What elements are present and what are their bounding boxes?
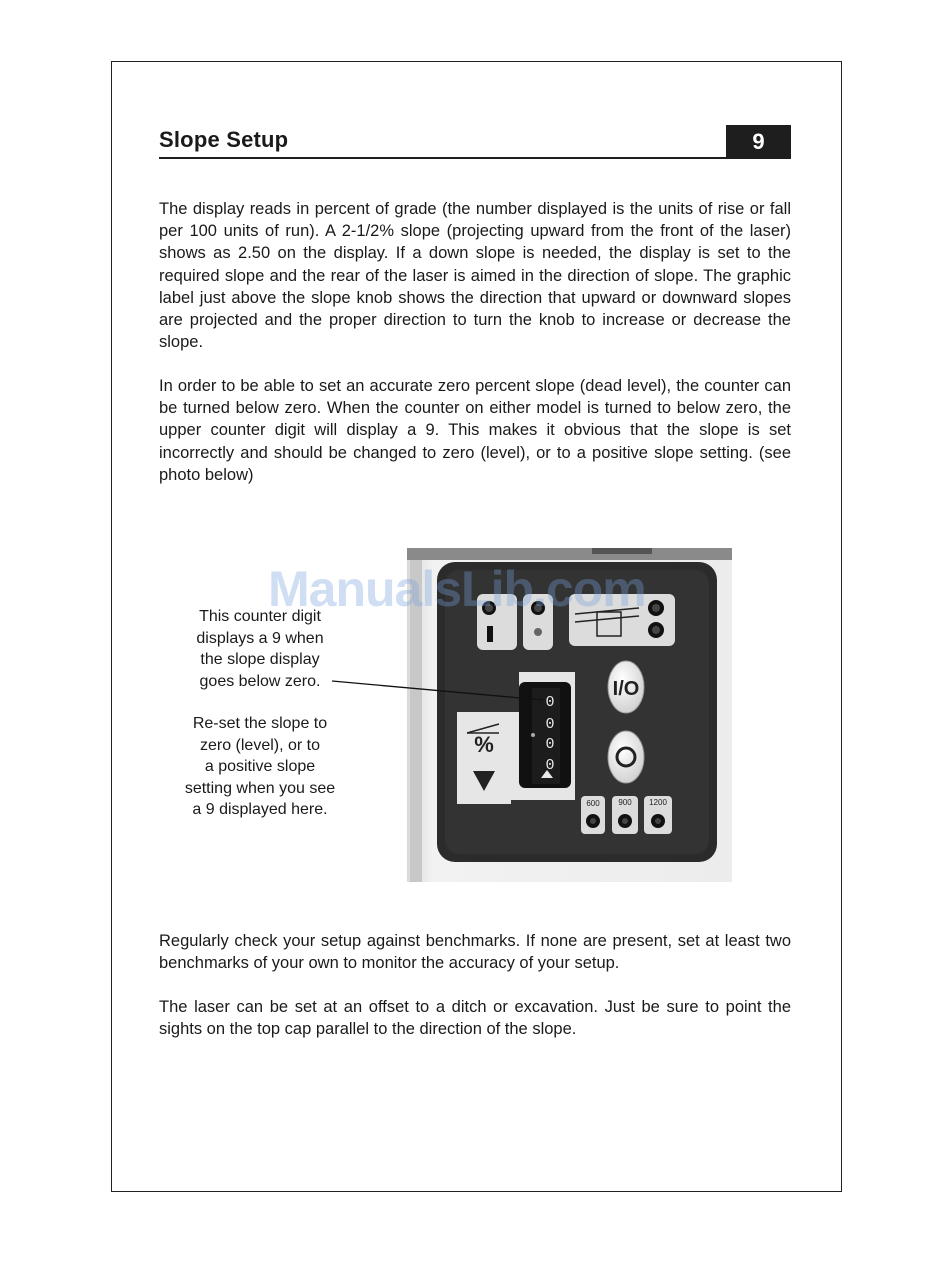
- paragraph-below-zero: In order to be able to set an accurate zero percent slope (dead level), the counter can be turned below zero. When the counter on either model is turned to below zero, the upper counter digit will display a 9. This makes it obvious that the slope is set incorrectly and should be changed to zero (level), or to a positive slope setting. (see photo below): [159, 377, 791, 484]
- sensitivity-label-900: 900: [618, 798, 632, 807]
- counter-digit: 0: [545, 716, 555, 733]
- counter-digit-top: 0: [545, 694, 555, 711]
- beam-indicator-icon: [534, 628, 542, 636]
- section-header: [159, 125, 791, 160]
- page-number-badge: 9: [726, 125, 791, 158]
- callout-line: This counter digit: [199, 608, 321, 625]
- sensitivity-label-600: 600: [586, 799, 600, 808]
- header-rule: [159, 157, 791, 159]
- counter-digit: 0: [545, 736, 555, 753]
- battery-icon: [487, 626, 493, 642]
- callout-line: goes below zero.: [199, 672, 321, 690]
- percent-symbol: %: [474, 732, 494, 757]
- svg-text:I/O: I/O: [612, 678, 640, 700]
- callout-line: Re-set the slope to: [192, 715, 328, 732]
- page-title: Slope Setup: [159, 127, 289, 152]
- sensitivity-label-1200: 1200: [649, 798, 667, 807]
- callout-reset-note: [165, 713, 355, 821]
- rotation-button: [608, 731, 644, 783]
- callout-digit-note: [170, 606, 350, 692]
- callout-line: zero (level), or to: [199, 736, 321, 754]
- callout-line: setting when you see: [184, 779, 336, 797]
- callout-line: the slope display: [200, 651, 320, 668]
- callout-line: a positive slope: [204, 758, 316, 775]
- paragraph-offset: The laser can be set at an offset to a ditch or excavation. Just be sure to point the sights on the top cap parallel to the direction of the slope.: [159, 998, 791, 1039]
- counter-digit: 0: [545, 757, 555, 774]
- watermark: ManualsLib.com: [268, 561, 646, 617]
- paragraph-benchmarks: Regularly check your setup against benchmarks. If none are present, set at least two benchmarks of your own to monitor the accuracy of your setup.: [159, 932, 791, 973]
- callout-line: displays a 9 when: [196, 629, 324, 647]
- paragraph-display-reading: The display reads in percent of grade (the number displayed is the units of rise or fall per 100 units of run). A 2-1/2% slope (projecting upward from the front of the laser) shows as 2.50 on the display. If a down slope is needed, the display is set to the required slope and the rear of the laser is aimed in the direction of slope. The graphic label just above the slope knob shows the direction that upward or downward slopes are projected and the proper direction to turn the knob to increase or decrease the slope.: [159, 200, 791, 352]
- callout-line: a 9 displayed here.: [192, 801, 328, 818]
